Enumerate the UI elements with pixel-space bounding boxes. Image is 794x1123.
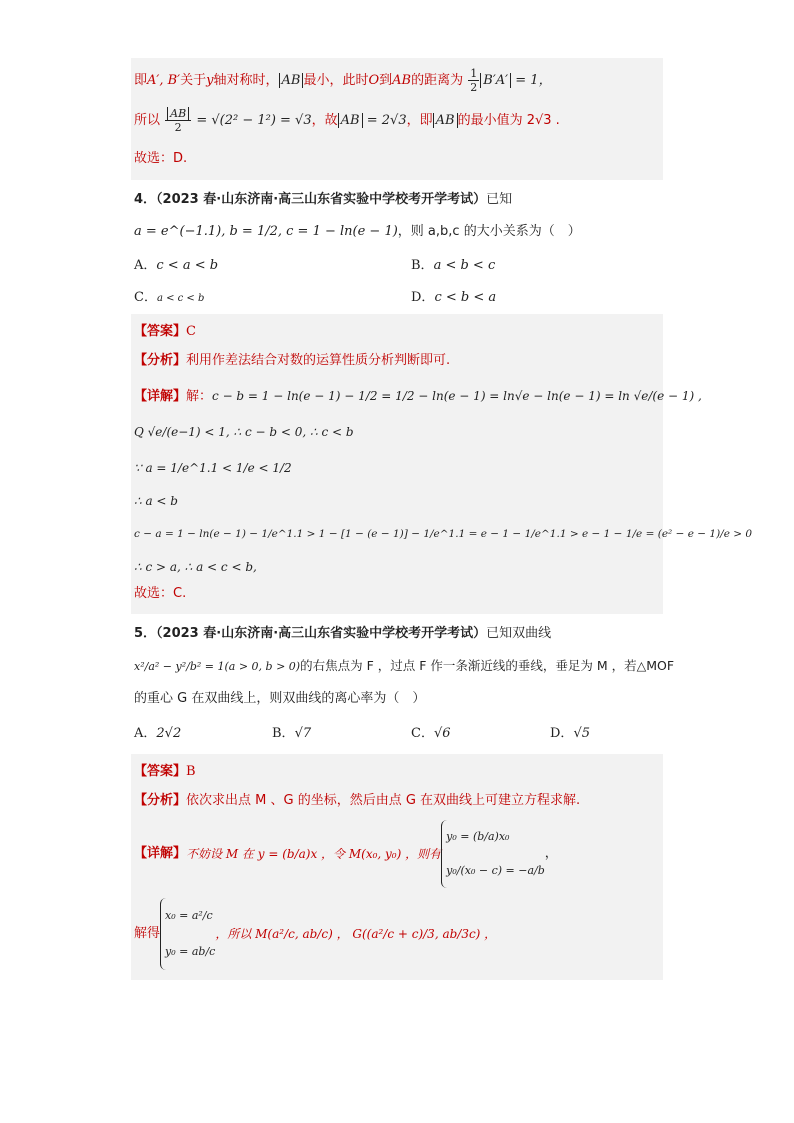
q5-detail-line-2: 解得 x₀ = a²/c y₀ = ab/c ，所以 M(a²/c, ab/c) ， G((a²/c + c)/3, ab/3c) ， [134, 892, 660, 976]
q5-option-a[interactable]: A．2√2 [134, 726, 182, 741]
q4-option-d[interactable]: D．c < b < a [411, 290, 497, 305]
q5-stem-line-2: x²/a² − y²/b² = 1(a > 0, b > 0)的右焦点为 F ，过点 F 作一条渐近线的垂线，垂足为 M ，若△MOF [134, 658, 675, 673]
q4-detail-line-3: ∵ a = 1/e^1.1 < 1/e < 1/2 [134, 461, 292, 475]
q4-option-a[interactable]: A．c < a < b [134, 258, 219, 273]
document-page [131, 58, 753, 980]
q4-answer: 【答案】C [134, 324, 196, 339]
q5-solution-block [131, 754, 663, 980]
q4-stem-line-1: 4．（2023 春·山东济南·高三山东省实验中学校考开学考试）已知 [134, 192, 513, 207]
abs-over-two: $\frac{AB}{2}$ [165, 107, 191, 134]
half-fraction: $\frac{1}{2}$ [470, 67, 478, 94]
q4-options-row-2 [134, 282, 660, 314]
question-5 [131, 614, 675, 754]
q5-equation-system-2: x₀ = a²/c y₀ = ab/c [160, 898, 215, 970]
vector-ba-abs: B′A′ [480, 73, 511, 88]
q5-answer: 【答案】B [134, 764, 196, 779]
q5-option-d[interactable]: D．√5 [550, 726, 590, 741]
q4-solution-block [131, 314, 753, 614]
q5-equation-system-1: y₀ = (b/a)x₀ y₀/(x₀ − c) = −a/b [441, 820, 545, 888]
q4-detail-line-6: ∴ c > a, ∴ a < c < b, [134, 560, 257, 574]
solution-block-continued [131, 58, 663, 180]
q4-stem-line-2: a = e^(−1.1), b = 1/2, c = 1 − ln(e − 1)，则 a,b,c 的大小关系为（ ） [134, 224, 581, 239]
q4-detail-line-5: c − a = 1 − ln(e − 1) − 1/e^1.1 > 1 − [1 − (e − 1)] − 1/e^1.1 = e − 1 − 1/e^1.1 > e − 1 − 1/e = (e² − e − 1)/e > 0 [134, 528, 753, 540]
vector-ab-abs: AB [279, 73, 304, 88]
q5-analysis: 【分析】依次求出点 M 、G 的坐标，然后由点 G 在双曲线上可建立方程求解. [134, 793, 581, 808]
q4-detail-line-2: Q √e/(e−1) < 1, ∴ c − b < 0, ∴ c < b [134, 425, 354, 439]
q5-stem-line-1: 5．（2023 春·山东济南·高三山东省实验中学校考开学考试）已知双曲线 [134, 626, 552, 641]
q4-analysis: 【分析】利用作差法结合对数的运算性质分析判断即可. [134, 353, 451, 368]
q4-detail-line-4: ∴ a < b [134, 494, 178, 508]
q5-option-c[interactable]: C．√6 [411, 726, 451, 741]
q4-option-b[interactable]: B．a < b < c [411, 258, 496, 273]
answer-line-d: 故选：D. [134, 151, 188, 166]
solution-line-2: 所以 $\frac{AB}{2}$ = √(2² − 1²) = √3，故 AB = 2√3，即 AB 的最小值为 2√3 . [134, 107, 560, 134]
q5-option-b[interactable]: B．√7 [272, 726, 312, 741]
q5-stem-line-3: 的重心 G 在双曲线上，则双曲线的离心率为（ ） [134, 691, 426, 706]
question-4 [131, 180, 663, 314]
q5-detail-line-1: 【详解】 不妨设 M 在 y = (b/a)x ，令 M(x₀, y₀) ，则有 y₀ = (b/a)x₀ y₀/(x₀ − c) = −a/b ， [134, 816, 660, 892]
solution-line-1: 即A′, B′关于y轴对称时， AB 最小，此时O到AB的距离为 $\frac{1}{2}$ B′A′ = 1， [134, 67, 552, 94]
q5-options-row [134, 714, 660, 754]
q4-detail-line-1: 【详解】解：c − b = 1 − ln(e − 1) − 1/2 = 1/2 − ln(e − 1) = ln√e − ln(e − 1) = ln √e/(e − 1) , [134, 389, 702, 404]
q4-final-answer: 故选：C. [134, 586, 187, 601]
q4-option-c[interactable]: C．a < c < b [134, 290, 205, 305]
q4-options-row-1 [134, 250, 660, 282]
